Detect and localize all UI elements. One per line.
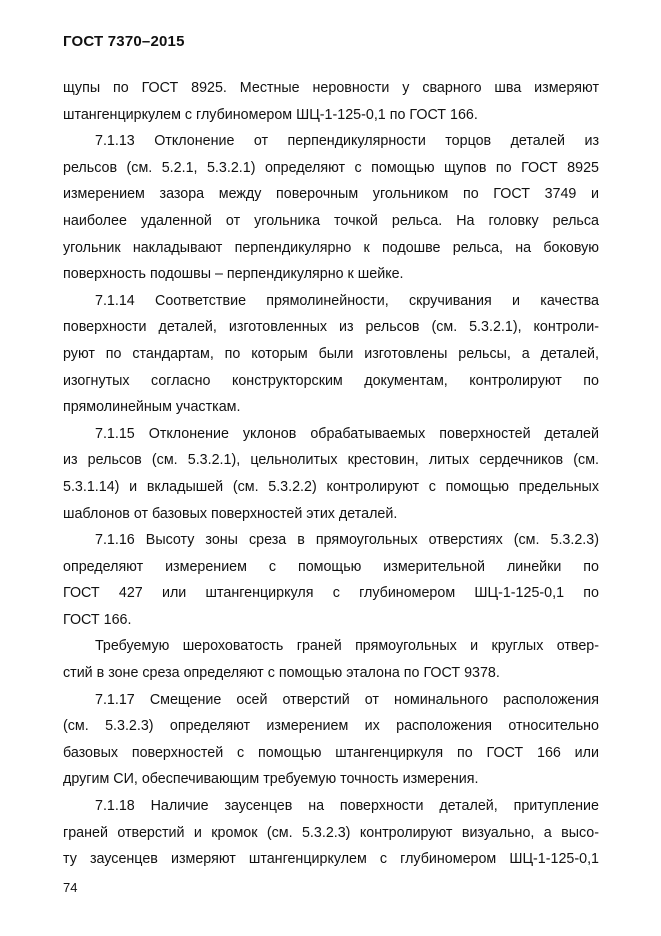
text-line: из рельсов (см. 5.3.2.1), цельнолитых крестовин, литых сердечников (см. [63, 452, 599, 469]
text-line: штангенциркулем с глубиномером ШЦ-1-125-0,1 по ГОСТ 166. [63, 106, 478, 123]
text-line: 7.1.17 Смещение осей отверстий от номинального расположения [95, 691, 599, 708]
text-line: определяют измерением с помощью измерительной линейки по [63, 558, 599, 575]
page-number: 74 [63, 880, 78, 895]
text-line: изогнутых согласно конструкторским документам, контролируют по [63, 372, 599, 389]
text-line: (см. 5.3.2.3) определяют измерением их расположения относительно [63, 718, 599, 735]
text-line: 7.1.15 Отклонение уклонов обрабатываемых поверхностей деталей [95, 425, 599, 442]
text-line: рельсов (см. 5.2.1, 5.3.2.1) определяют с помощью щупов по ГОСТ 8925 [63, 159, 599, 176]
text-line: прямолинейным участкам. [63, 399, 241, 416]
text-line: наиболее удаленной от угольника точкой рельса. На головку рельса [63, 212, 599, 229]
text-line: другим СИ, обеспечивающим требуемую точность измерения. [63, 771, 479, 788]
text-line: стий в зоне среза определяют с помощью эталона по ГОСТ 9378. [63, 665, 500, 682]
text-line: 5.3.1.14) и вкладышей (см. 5.3.2.2) контролируют с помощью предельных [63, 478, 599, 495]
text-line: Требуемую шероховатость граней прямоугольных и круглых отвер- [95, 638, 599, 655]
text-line: измерением зазора между поверочным угольником по ГОСТ 3749 и [63, 186, 599, 203]
standard-header: ГОСТ 7370–2015 [63, 33, 185, 50]
text-line: поверхности деталей, изготовленных из рельсов (см. 5.3.2.1), контроли- [63, 319, 599, 336]
text-line: 7.1.16 Высоту зоны среза в прямоугольных отверстиях (см. 5.3.2.3) [95, 532, 599, 549]
text-line: ГОСТ 427 или штангенциркуля с глубиномером ШЦ-1-125-0,1 по [63, 585, 599, 602]
text-line: шаблонов от базовых поверхностей этих деталей. [63, 505, 398, 522]
text-line: руют по стандартам, по которым были изготовлены рельсы, а деталей, [63, 345, 599, 362]
text-line: щупы по ГОСТ 8925. Местные неровности у сварного шва измеряют [63, 80, 599, 96]
text-line: 7.1.13 Отклонение от перпендикулярности торцов деталей из [95, 133, 599, 150]
text-line: 7.1.18 Наличие заусенцев на поверхности деталей, притупление [95, 798, 599, 815]
text-line: ту заусенцев измеряют штангенциркулем с глубиномером ШЦ-1-125-0,1 [63, 851, 599, 868]
text-line: базовых поверхностей с помощью штангенциркуля по ГОСТ 166 или [63, 744, 599, 761]
text-line: поверхность подошвы – перпендикулярно к шейке. [63, 266, 404, 283]
text-line: 7.1.14 Соответствие прямолинейности, скручивания и качества [95, 292, 599, 309]
text-line: угольник накладывают перпендикулярно к подошве рельса, на боковую [63, 239, 599, 256]
text-line: ГОСТ 166. [63, 611, 132, 628]
text-line: граней отверстий и кромок (см. 5.3.2.3) контролируют визуально, а высо- [63, 824, 599, 841]
body-text [63, 75, 599, 873]
